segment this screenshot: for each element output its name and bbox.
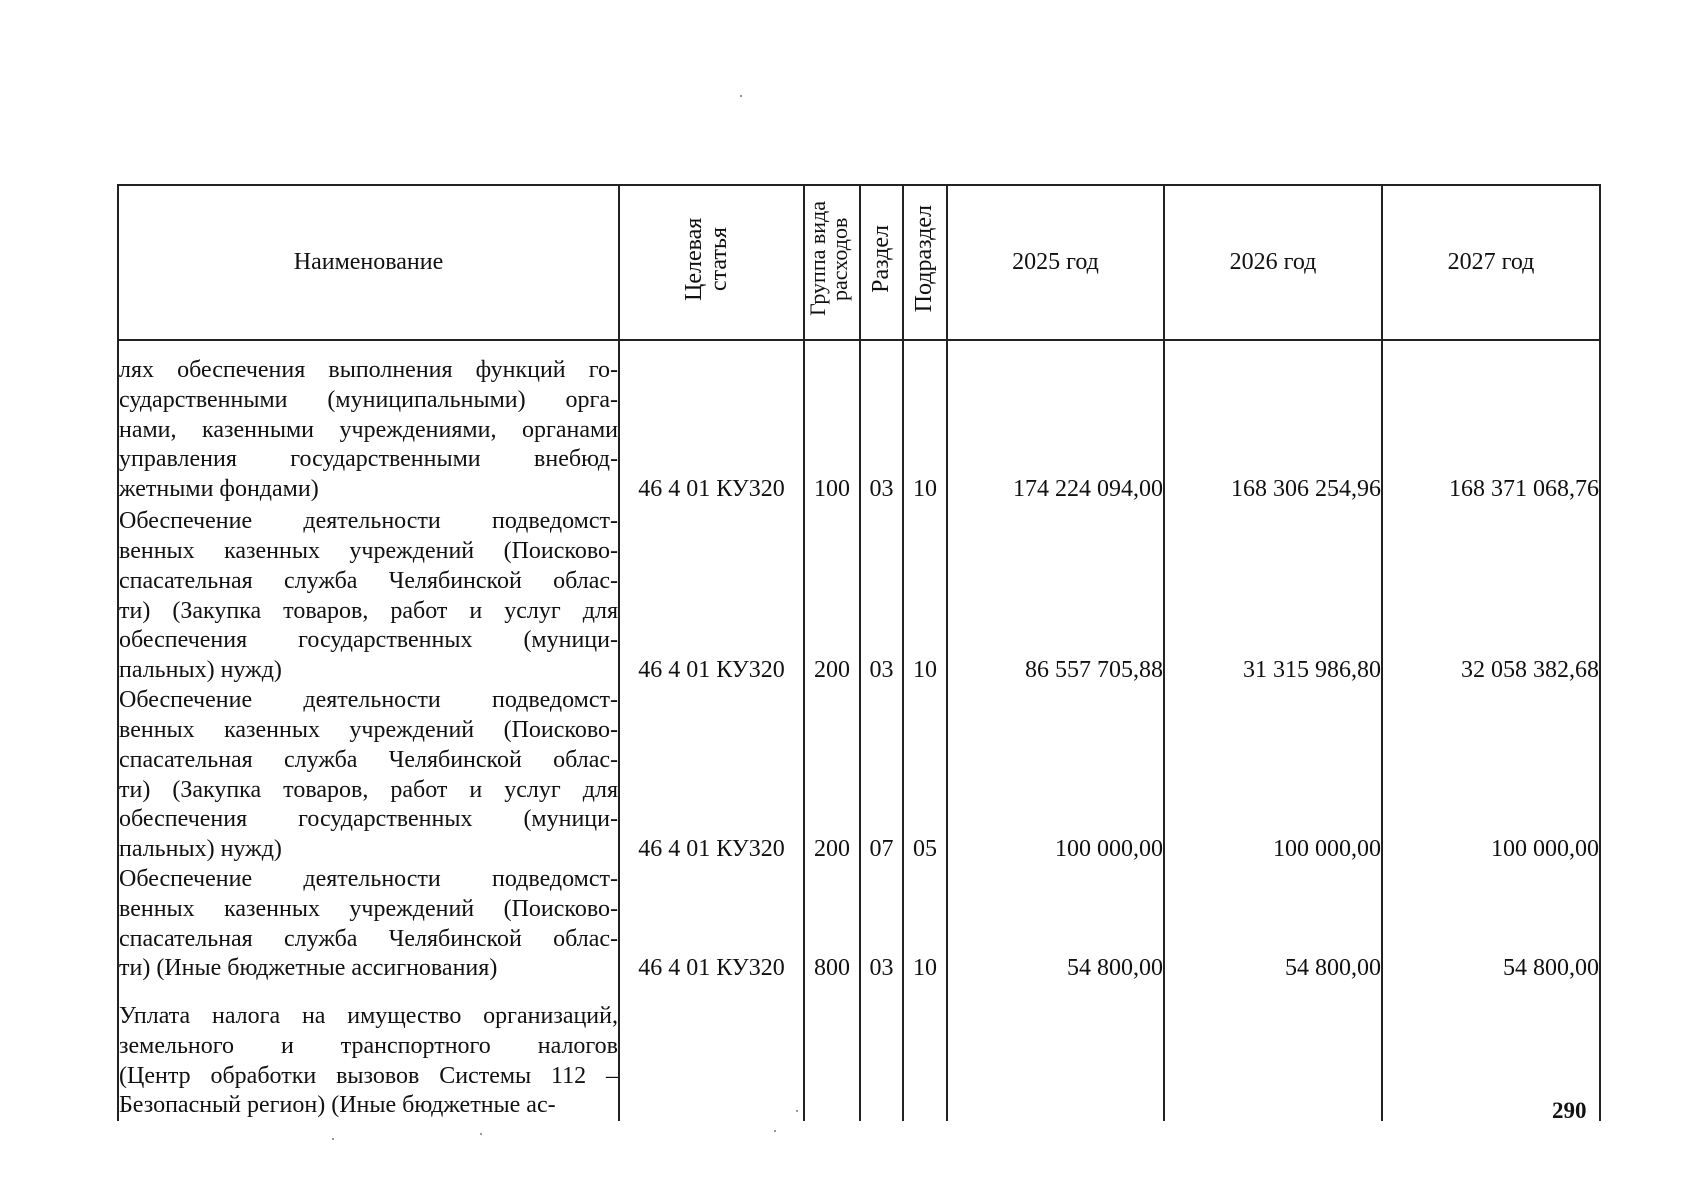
row-amount-2025: 100 000,00 bbox=[947, 686, 1164, 865]
row-section: 03 bbox=[860, 505, 903, 686]
row-amount-2025 bbox=[947, 984, 1164, 1121]
row-amount-2025: 174 224 094,00 bbox=[947, 340, 1164, 505]
row-section: 03 bbox=[860, 340, 903, 505]
row-amount-2027: 54 800,00 bbox=[1382, 865, 1600, 984]
row-name-line: сударственными (муниципальными) орга- bbox=[119, 386, 618, 413]
row-target-article: 46 4 01 КУ320 bbox=[619, 505, 804, 686]
scan-speck bbox=[740, 95, 742, 97]
row-name-line: обеспечения государственных (муници- bbox=[119, 806, 618, 833]
row-name-line: пальных) нужд) bbox=[119, 657, 282, 684]
table-row bbox=[118, 505, 1600, 686]
row-name-line: земельного и транспортного налогов bbox=[119, 1032, 618, 1059]
header-2026: 2026 год bbox=[1164, 185, 1382, 340]
row-expense-group: 800 bbox=[804, 865, 860, 984]
row-subsection bbox=[903, 984, 947, 1121]
row-name-line: ти) (Закупка товаров, работ и услуг для bbox=[119, 776, 618, 803]
header-section: Раздел bbox=[860, 185, 903, 340]
row-name-line: венных казенных учреждений (Поисково- bbox=[119, 538, 618, 565]
row-amount-2026: 31 315 986,80 bbox=[1164, 505, 1382, 686]
row-subsection: 10 bbox=[903, 865, 947, 984]
row-name-cell bbox=[118, 984, 619, 1121]
row-name-cell bbox=[118, 340, 619, 505]
row-name-line: венных казенных учреждений (Поисково- bbox=[119, 895, 618, 922]
row-name-line: управления государственными внебюд- bbox=[119, 446, 618, 473]
row-name-line: Обеспечение деятельности подведомст- bbox=[119, 508, 618, 535]
row-target-article: 46 4 01 КУ320 bbox=[619, 865, 804, 984]
row-subsection: 05 bbox=[903, 686, 947, 865]
row-name-line: лях обеспечения выполнения функций го- bbox=[119, 357, 618, 384]
row-section: 03 bbox=[860, 865, 903, 984]
header-target: Целевая статья bbox=[619, 185, 804, 340]
row-name-line: Безопасный регион) (Иные бюджетные ас- bbox=[119, 1092, 556, 1119]
row-name-cell bbox=[118, 686, 619, 865]
row-amount-2025: 86 557 705,88 bbox=[947, 505, 1164, 686]
row-name-line: пальных) нужд) bbox=[119, 836, 282, 863]
row-expense-group: 200 bbox=[804, 505, 860, 686]
row-amount-2027: 100 000,00 bbox=[1382, 686, 1600, 865]
row-amount-2026 bbox=[1164, 984, 1382, 1121]
row-amount-2026: 100 000,00 bbox=[1164, 686, 1382, 865]
budget-table bbox=[117, 184, 1601, 1121]
row-name-line: обеспечения государственных (муници- bbox=[119, 627, 618, 654]
row-name-line: (Центр обработки вызовов Системы 112 – bbox=[119, 1062, 618, 1089]
row-name-line: ти) (Иные бюджетные ассигнования) bbox=[119, 955, 498, 982]
header-2025: 2025 год bbox=[947, 185, 1164, 340]
header-2027: 2027 год bbox=[1382, 185, 1600, 340]
row-name-line: жетными фондами) bbox=[119, 476, 319, 503]
row-amount-2027: 32 058 382,68 bbox=[1382, 505, 1600, 686]
row-name-line: Уплата налога на имущество организаций, bbox=[119, 1003, 618, 1029]
table-header bbox=[118, 185, 1600, 340]
row-name-line: Обеспечение деятельности подведомст- bbox=[119, 687, 618, 714]
table-body bbox=[118, 340, 1600, 1121]
page-number: 290 bbox=[1552, 1098, 1587, 1123]
header-name: Наименование bbox=[118, 185, 619, 340]
table-row bbox=[118, 865, 1600, 984]
row-target-article bbox=[619, 984, 804, 1121]
row-section bbox=[860, 984, 903, 1121]
row-section: 07 bbox=[860, 686, 903, 865]
row-name-line: ти) (Закупка товаров, работ и услуг для bbox=[119, 597, 618, 624]
row-subsection: 10 bbox=[903, 505, 947, 686]
row-expense-group bbox=[804, 984, 860, 1121]
row-amount-2026: 54 800,00 bbox=[1164, 865, 1382, 984]
row-name-line: спасательная служба Челябинской облас- bbox=[119, 746, 618, 773]
scan-speck bbox=[796, 1110, 798, 1112]
row-subsection: 10 bbox=[903, 340, 947, 505]
row-amount-2027: 168 371 068,76 bbox=[1382, 340, 1600, 505]
header-expense-group: Группа вида расходов bbox=[804, 185, 860, 340]
table-row bbox=[118, 340, 1600, 505]
row-target-article: 46 4 01 КУ320 bbox=[619, 340, 804, 505]
row-name-line: венных казенных учреждений (Поисково- bbox=[119, 717, 618, 744]
row-target-article: 46 4 01 КУ320 bbox=[619, 686, 804, 865]
row-expense-group: 100 bbox=[804, 340, 860, 505]
table-row bbox=[118, 984, 1600, 1121]
scan-speck bbox=[480, 1133, 482, 1135]
table-row bbox=[118, 686, 1600, 865]
row-name-line: спасательная служба Челябинской облас- bbox=[119, 567, 618, 594]
row-name-line: спасательная служба Челябинской облас- bbox=[119, 925, 618, 952]
row-name-cell bbox=[118, 505, 619, 686]
header-subsection: Подраздел bbox=[903, 185, 947, 340]
row-expense-group: 200 bbox=[804, 686, 860, 865]
row-amount-2026: 168 306 254,96 bbox=[1164, 340, 1382, 505]
row-name-cell bbox=[118, 865, 619, 984]
scan-speck bbox=[332, 1138, 334, 1140]
row-name-line: нами, казенными учреждениями, органами bbox=[119, 416, 618, 443]
row-name-line: Обеспечение деятельности подведомст- bbox=[119, 866, 618, 892]
scan-speck bbox=[774, 1130, 776, 1132]
header-row bbox=[118, 185, 1600, 340]
row-amount-2025: 54 800,00 bbox=[947, 865, 1164, 984]
